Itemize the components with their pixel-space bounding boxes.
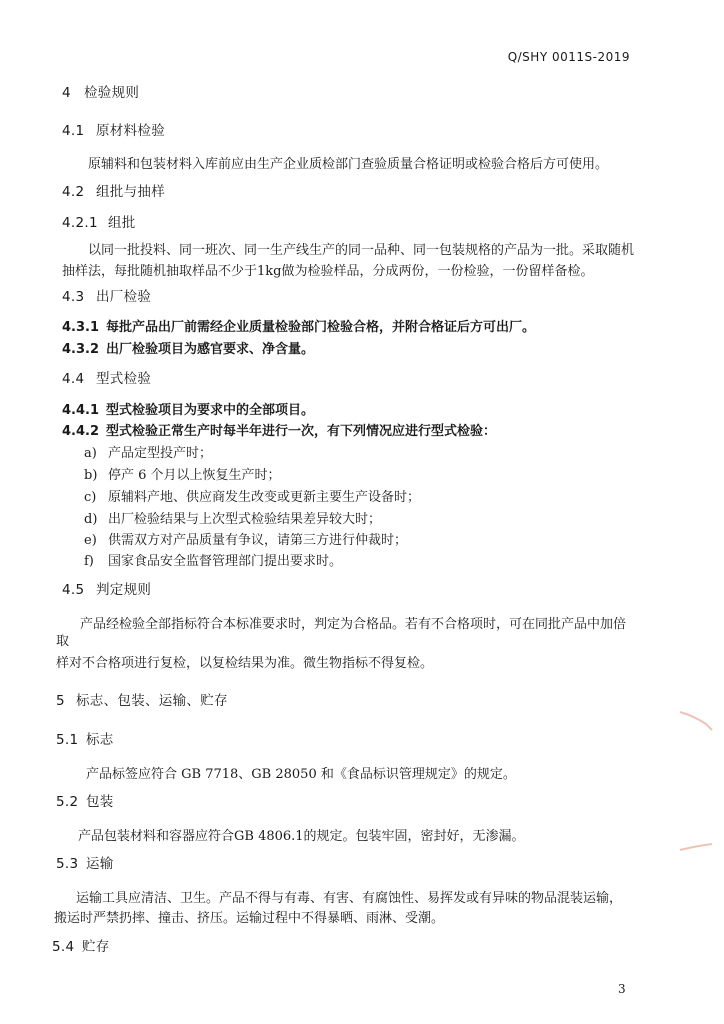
section-number: 4.1 — [62, 123, 85, 139]
section-4-3-heading — [62, 288, 151, 306]
list-item — [84, 445, 212, 463]
document-code: Q/SHY 0011S-2019 — [507, 50, 630, 64]
paragraph-line: 样对不合格项进行复检，以复检结果为准。微生物指标不得复检。 — [56, 656, 434, 671]
list-item-text: 停产 6 个月以上恢复生产时； — [108, 468, 281, 483]
paragraph-line: 搬运时严禁扔摔、撞击、挤压。运输过程中不得暴晒、雨淋、受潮。 — [54, 911, 445, 926]
section-4-1-heading — [62, 122, 165, 140]
section-4-4-heading — [62, 370, 151, 388]
section-title: 型式检验 — [96, 371, 152, 387]
section-4-5-heading — [62, 581, 151, 599]
page-number: 3 — [618, 982, 626, 996]
clause-number: 4.4.1 — [62, 403, 100, 418]
clause-4-4-1 — [62, 402, 314, 420]
list-item-label: f) — [84, 554, 94, 569]
section-title: 组批 — [108, 215, 136, 231]
list-item-label: a) — [84, 446, 97, 461]
clause-text: 型式检验项目为要求中的全部项目。 — [106, 403, 315, 418]
clause-text: 每批产品出厂前需经企业质量检验部门检验合格，并附合格证后方可出厂。 — [106, 320, 536, 335]
section-number: 5.1 — [56, 732, 79, 748]
section-title: 标志 — [86, 732, 114, 748]
section-title: 出厂检验 — [96, 289, 152, 305]
section-number: 4.3 — [62, 289, 85, 305]
section-title: 判定规则 — [96, 582, 152, 598]
section-number: 4.5 — [62, 582, 85, 598]
section-5-heading — [56, 692, 228, 710]
section-5-2-heading — [56, 793, 114, 811]
list-item — [84, 511, 381, 529]
section-4-heading — [62, 84, 139, 102]
list-item-label: e) — [84, 533, 97, 548]
list-item-label: b) — [84, 468, 98, 483]
list-item-text: 供需双方对产品质量有争议，请第三方进行仲裁时； — [108, 533, 408, 548]
paragraph-line: 产品经检验全部指标符合本标准要求时，判定为合格品。若有不合格项时，可在同批产品中加倍 — [80, 617, 627, 632]
list-item — [84, 489, 420, 507]
section-number: 5 — [56, 693, 65, 709]
section-title: 包装 — [86, 794, 114, 810]
section-number: 5.4 — [52, 939, 75, 955]
section-5-4-heading — [52, 938, 110, 956]
clause-number: 4.4.2 — [62, 424, 100, 439]
section-number: 4.2 — [62, 184, 85, 200]
section-title: 标志、包装、运输、贮存 — [76, 693, 228, 709]
list-item-label: d) — [84, 512, 98, 527]
clause-4-3-1 — [62, 319, 535, 337]
section-4-2-heading — [62, 183, 165, 201]
list-item-label: c) — [84, 490, 97, 505]
paragraph: 产品包装材料和容器应符合GB 4806.1的规定。包装牢固，密封好，无渗漏。 — [78, 829, 525, 844]
paragraph-line: 取 — [56, 634, 70, 649]
clause-4-4-2 — [62, 423, 496, 441]
section-number: 4.2.1 — [62, 215, 98, 231]
list-item-text: 产品定型投产时； — [108, 446, 213, 461]
clause-4-3-2 — [62, 341, 314, 359]
list-item — [84, 553, 342, 571]
paragraph-line: 以同一批投料、同一班次、同一生产线生产的同一品种、同一包装规格的产品为一批。采取随机 — [88, 243, 635, 258]
section-number: 5.2 — [56, 794, 79, 810]
list-item — [84, 467, 281, 485]
list-item-text: 出厂检验结果与上次型式检验结果差异较大时； — [108, 512, 382, 527]
section-title: 原材料检验 — [96, 123, 165, 139]
section-4-2-1-heading — [62, 214, 136, 232]
section-5-1-heading — [56, 731, 114, 749]
clause-text: 型式检验正常生产时每半年进行一次，有下列情况应进行型式检验： — [106, 424, 497, 439]
section-title: 贮存 — [82, 939, 110, 955]
section-title: 检验规则 — [84, 85, 140, 101]
clause-number: 4.3.2 — [62, 342, 100, 357]
list-item-text: 原辅料产地、供应商发生改变或更新主要生产设备时； — [108, 490, 421, 505]
scan-mark — [676, 836, 716, 860]
paragraph-line: 运输工具应清洁、卫生。产品不得与有毒、有害、有腐蚀性、易挥发或有异味的物品混装运输， — [76, 891, 623, 906]
clause-text: 出厂检验项目为感官要求、净含量。 — [106, 342, 315, 357]
list-item-text: 国家食品安全监督管理部门提出要求时。 — [108, 554, 343, 569]
paragraph: 原辅料和包装材料入库前应由生产企业质检部门查验质量合格证明或检验合格后方可使用。 — [88, 157, 609, 172]
list-item — [84, 532, 407, 550]
paragraph: 产品标签应符合 GB 7718、GB 28050 和《食品标识管理规定》的规定。 — [86, 767, 516, 782]
section-title: 组批与抽样 — [96, 184, 165, 200]
section-number: 4.4 — [62, 371, 85, 387]
scan-mark — [676, 706, 716, 736]
paragraph-line: 抽样法，每批随机抽取样品不少于1kg做为检验样品，分成两份，一份检验，一份留样备检。 — [62, 264, 594, 279]
section-title: 运输 — [86, 856, 114, 872]
clause-number: 4.3.1 — [62, 320, 100, 335]
section-5-3-heading — [56, 855, 114, 873]
section-number: 4 — [62, 85, 71, 101]
section-number: 5.3 — [56, 856, 79, 872]
